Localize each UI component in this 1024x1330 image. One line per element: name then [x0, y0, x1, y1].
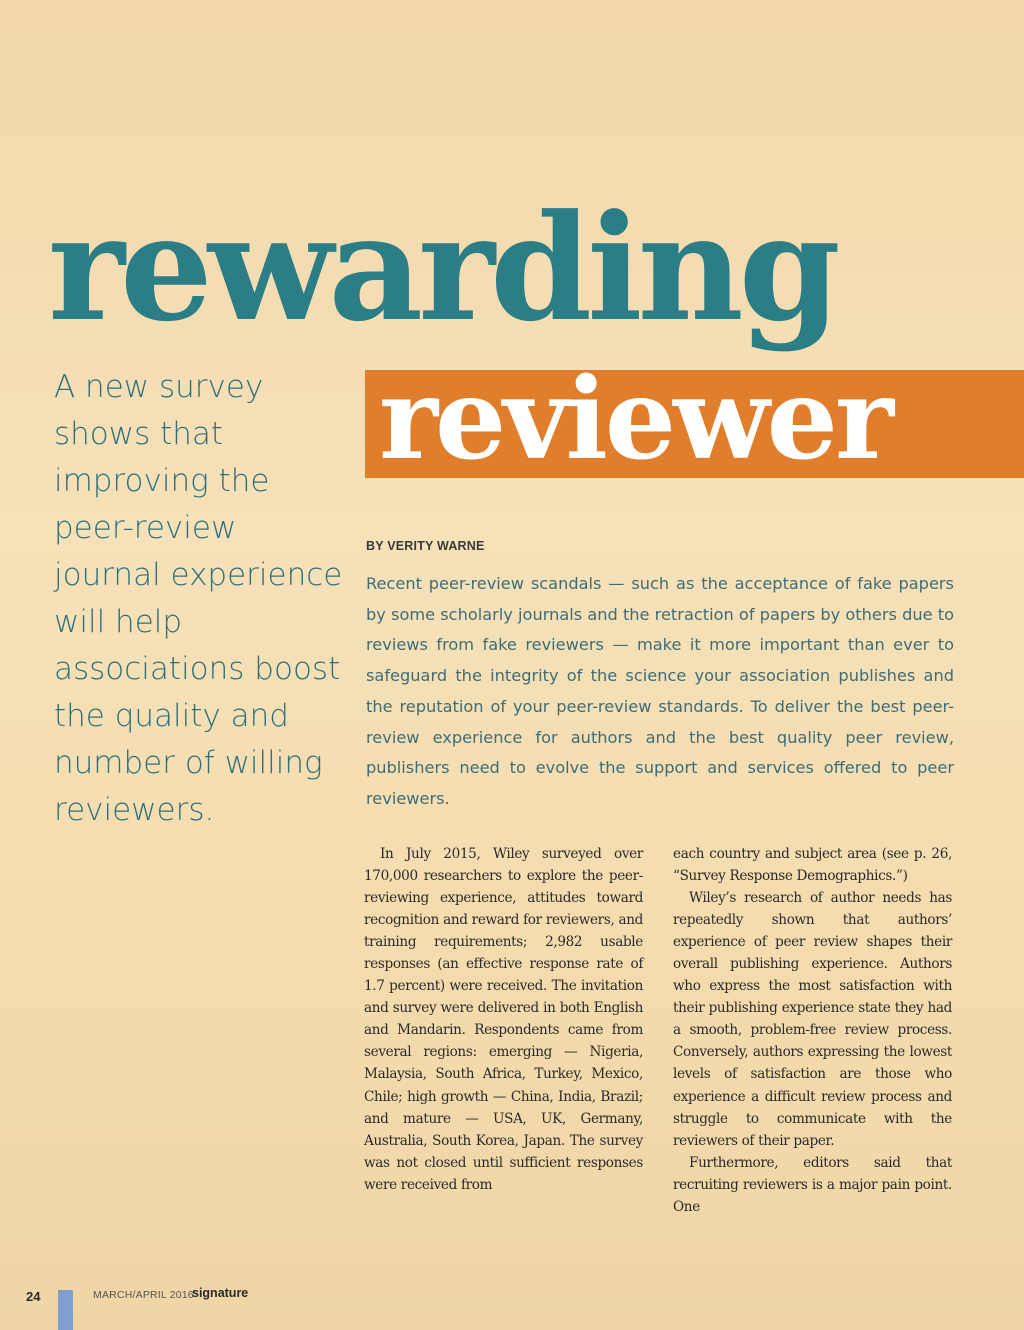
body-column-2 — [673, 843, 952, 1218]
headline-reviewer: reviewer — [379, 370, 891, 478]
article-deck: A new survey shows that improving the peer-review journal experience will help associations boost the quality and number of willing reviewers. — [54, 369, 343, 828]
magazine-name: signature — [192, 1286, 249, 1300]
body-paragraph: Wiley’s research of author needs has repeatedly shown that authors’ experience of peer review shapes their overall publishing experience. Authors who express the most satisfaction with their publishing experience state they had a smooth, problem-free review process. Conversely, authors expressing the lowest levels of satisfaction are those who experience a difficult review process and struggle to communicate with the reviewers of their paper. — [673, 890, 952, 1149]
article-byline: BY VERITY WARNE — [366, 539, 485, 553]
body-paragraph: each country and subject area (see p. 26, “Survey Response Demographics.”) — [673, 846, 952, 885]
headline-reviewer-band — [365, 370, 1024, 478]
headline-rewarding: rewarding — [48, 183, 836, 354]
body-paragraph: Furthermore, editors said that recruiting reviewers is a major pain point. One — [673, 1154, 952, 1215]
body-column-1 — [364, 843, 643, 1196]
article-intro: Recent peer-review scandals — such as the acceptance of fake papers by some scholarly journals and the retraction of papers by others due to reviews from fake reviewers — make it more important than ever to safeguard the integrity of the science your association publishes and the reputation of your peer-review standards. To deliver the best peer-review experience for authors and the best quality peer review, publishers need to evolve the support and services offered to peer reviewers. — [366, 574, 954, 808]
issue-date: MARCH/APRIL 2016 — [93, 1289, 194, 1301]
body-paragraph: In July 2015, Wiley surveyed over 170,000 researchers to explore the peer-reviewing experience, attitudes toward recognition and reward for reviewers, and training requirements; 2,982 usable responses (an effective response rate of 1.7 percent) were received. The invitation and survey were delivered in both English and Mandarin. Respondents came from several regions: emerging — Nigeria, Malaysia, South Africa, Turkey, Mexico, Chile; high growth — China, India, Brazil; and mature — USA, UK, Germany, Australia, South Korea, Japan. The survey was not closed until sufficient responses were received from — [364, 846, 643, 1193]
footer-accent-bar — [58, 1290, 73, 1330]
page-number: 24 — [26, 1289, 41, 1304]
